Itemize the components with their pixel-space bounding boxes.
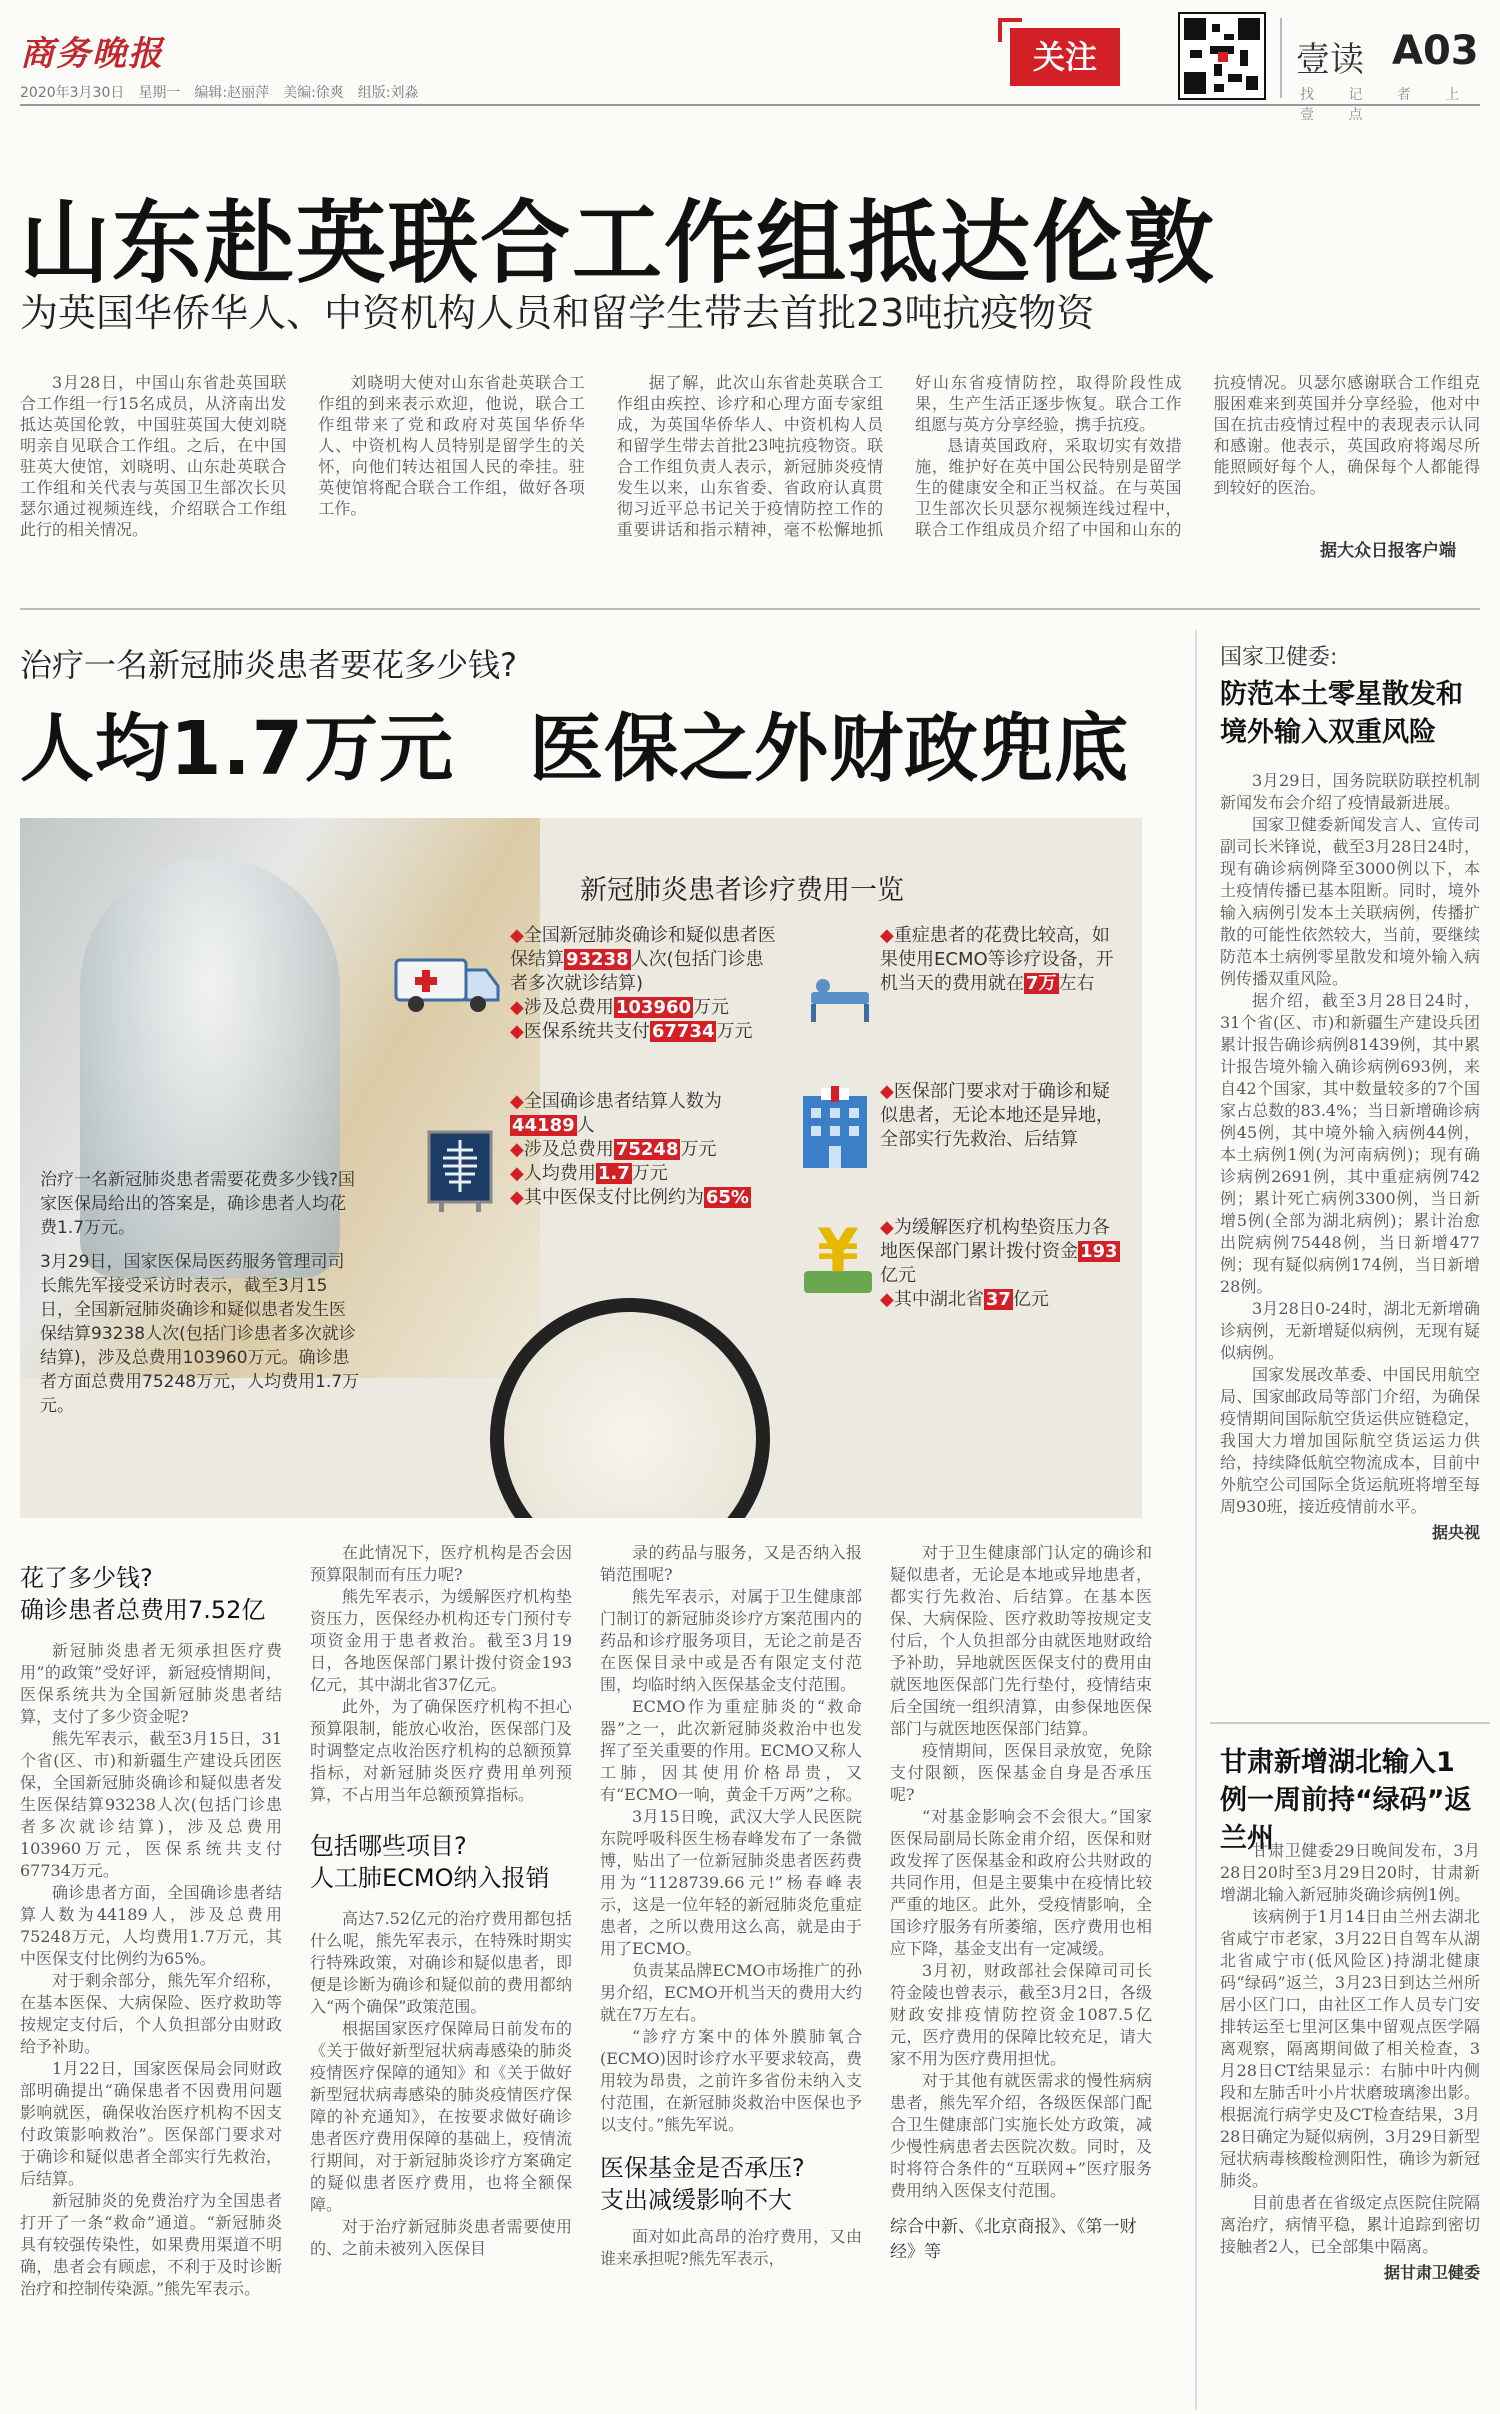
story2-column-2 <box>310 1542 572 2260</box>
hospital-bed-icon <box>805 968 875 1028</box>
hospital-icon <box>795 1086 875 1172</box>
right-story2-headline: 甘肃新增湖北输入1例一周前持“绿码”返兰州 <box>1220 1747 1472 1854</box>
masthead-divider <box>1280 18 1282 98</box>
section-head: 医保基金是否承压? 支出减缓影响不大 <box>600 2154 805 2214</box>
story2-headline: 人均1.7万元 医保之外财政兜底 <box>20 706 1130 792</box>
lead-body <box>20 372 1480 572</box>
lead-paragraph: 恳请英国政府，采取切实有效措施，维护好在英中国公民特别是留学生的健康安全和正当权益。在与英国卫生部次长贝瑟尔视频连线过程中，联合工作组成员介绍了中国和山东的抗疫情况。贝瑟尔感谢联合工作组克服困难来到英国并分享经验，他对中国在抗击疫情过程中的表现表示认同和感谢。他表示，英国政府将竭尽所能照顾好每个人，确保每个人都能得到较好的医治。 <box>915 373 1480 539</box>
story2-kicker: 治疗一名新冠肺炎患者要花多少钱? <box>20 646 517 684</box>
lead-paragraph: 刘晓明大使对山东省赴英联合工作组的到来表示欢迎，他说，联合工作组带来了党和政府对英国华侨华人、中资机构人员特别是留学生的关怀，向他们转达祖国人民的牵挂。驻英使馆将配合联合工作组，做好各项工作。 <box>318 373 585 518</box>
info-line: ◆涉及总费用 75248 万元 <box>510 1139 717 1160</box>
newspaper-logo: 商务晚报 <box>20 34 164 74</box>
xray-icon <box>425 1128 495 1214</box>
caption-paragraph: 治疗一名新冠肺炎患者需要花费多少钱?国家医保局给出的答案是，确诊患者人均花费1.7万元。 <box>40 1170 356 1238</box>
right-story1-headline: 防范本土零星散发和境外输入双重风险 <box>1220 679 1463 748</box>
info-line: ◆医保部门要求对于确诊和疑似患者，无论本地还是异地，全部实行先救治、后结算 <box>880 1081 1114 1150</box>
right-story2-body: 甘肃卫健委29日晚间发布，3月28日20时至3月29日20时，甘肃新增湖北输入新冠肺炎确诊病例1例。 该病例于1月14日由兰州去湖北省咸宁市老家，3月22日自驾车从湖北省咸宁市(低风险区)持湖北健康码“绿码”返兰，3月23日到达兰州所居小区门口，由社区工作人员专门安排转运至七里河区集中留观点医学隔离观察，隔离期间做了相关检查，3月28日CT结果显示：右肺中叶内侧段和左肺舌叶小片状磨玻璃渗出影。根据流行病学史及CT检查结果，3月28日确定为疑似病例，3月29日新型冠状病毒核酸检测阳性，确诊为新冠肺炎。 目前患者在省级定点医院住院隔离治疗，病情平稳，累计追踪到密切接触者2人，已全部集中隔离。 据甘肃卫健委 <box>1220 1841 1480 2282</box>
lead-paragraph: 3月28日，中国山东省赴英国联合工作组一行15名成员，从济南出发抵达英国伦敦，中国驻英国大使刘晓明亲自见联合工作组。之后，在中国驻英大使馆，刘晓明、山东赴英联合工作组和关代表与英国卫生部次长贝瑟尔通过视频连线，介绍联合工作组此行的相关情况。 <box>20 373 287 539</box>
lead-subheadline: 为英国华侨华人、中资机构人员和留学生带去首批23吨抗疫物资 <box>20 291 1095 335</box>
info-line: ◆为缓解医疗机构垫资压力各地医保部门累计拨付资金 193亿元 <box>880 1217 1118 1286</box>
body-column: 在此情况下，医疗机构是否会因预算限制而有压力呢? 熊先军表示，为缓解医疗机构垫资压力，医保经办机构还专门预付专项资金用于患者救治。截至3月19日，各地医保部门累计拨付资金193亿元，其中湖北省37亿元。 此外，为了确保医疗机构不担心预算限制，能放心收治，医保部门及时调整定点收治医疗机构的总额预算指标，对新冠肺炎医疗费用单列预算，不占用当年总额预算指标。 <box>310 1543 572 1804</box>
section-name: 壹读 <box>1296 40 1364 80</box>
story2-column-1 <box>20 1562 282 2300</box>
page-number: A03 <box>1392 28 1479 74</box>
section-head: 花了多少钱? 确诊患者总费用7.52亿 <box>20 1564 266 1624</box>
infographic-caption <box>40 1168 360 1428</box>
info-group <box>880 1080 1120 1152</box>
infographic <box>20 818 1142 1518</box>
right-story1-kicker: 国家卫健委: <box>1220 645 1338 670</box>
yen-money-icon <box>800 1213 876 1299</box>
body-column: 对于卫生健康部门认定的确诊和疑似患者，无论是本地或异地患者，都实行先救治、后结算。在基本医保、大病保险、医疗救助等按规定支付后，个人负担部分由就医地财政给予补助，异地就医医保支付的费用由就医地医保部门先行垫付，疫情结束后全国统一组织清算，由参保地医保部门与就医地医保部门结算。 疫情期间，医保目录放宽，免除支付限额，医保基金自身是否承压呢? “对基金影响会不会很大。”国家医保局副局长陈金甫介绍，医保和财政发挥了医保基金和政府公共财政的共同作用，但是主要集中在疫情比较严重的地区。此外，受疫情影响，全国诊疗服务有所萎缩，医疗费用也相应下降，基金支出有一定减缓。 3月初，财政部社会保障司司长符金陵也曾表示，截至3月2日，各级财政安排疫情防控资金1087.5亿元，医疗费用的保障比较充足，请大家不用为医疗费用担忧。 对于其他有就医需求的慢性病病患者，熊先军介绍，各级医保部门配合卫生健康部门实施长处方政策，减少慢性病患者去医院次数。同时，及时将符合条件的“互联网+”医疗服务费用纳入医保支付范围。 <box>890 1543 1152 2200</box>
info-line: ◆涉及总费用 103960 万元 <box>510 997 729 1018</box>
caption-paragraph: 3月29日，国家医保局医药服务管理司司长熊先军接受采访时表示，截至3月15日，全国新冠肺炎确诊和疑似患者发生医保结算93238人次(包括门诊患者多次就诊结算)，涉及总费用103960万元。确诊患者方面总费用75248万元，人均费用1.7万元。 <box>40 1252 360 1416</box>
lead-paragraph: 据了解，此次山东省赴英联合工作组由疾控、诊疗和心理方面专家组成，为英国华侨华人、中资机构人员和留学生带去首批23吨抗疫物资。联合工作组负责人表示，新冠肺炎疫情发生以来，山东省委、省政府认真贯彻习近平总书记关于疫情防控工作的重要讲话和指示精神，毫不松懈地抓好山东省疫情防控，取得阶段性成果，生产生活正逐步恢复。联合工作组愿与英方分享经验，携手抗疫。 <box>616 373 1182 539</box>
right-story1-body: 3月29日，国务院联防联控机制新闻发布会介绍了疫情最新进展。 国家卫健委新闻发言人、宣传司副司长米锋说，截至3月28日24时，现有确诊病例降至3000例以下，本土疫情传播已基本阻断。同时，境外输入病例引发本土关联病例，传播扩散的可能性依然较大，当前，要继续防范本土病例零星散发和境外输入病例传播双重风险。 据介绍，截至3月28日24时，31个省(区、市)和新疆生产建设兵团累计报告确诊病例81439例，其中累计报告境外输入确诊病例693例，来自42个国家，其中数量较多的7个国家占总数的83.4%；当日新增确诊病例45例，其中境外输入病例44例，本土病例1例(为河南病例)；现有确诊病例2691例，其中重症病例742例；累计死亡病例3300例，当日新增5例(全部为湖北病例)；累计治愈出院病例75448例，当日新增477例；现有疑似病例174例，当日新增28例。 3月28日0-24时，湖北无新增确诊病例，无新增疑似病例，无现有疑似病例。 国家发展改革委、中国民用航空局、国家邮政局等部门介绍，为确保疫情期间国际航空货运供应链稳定，我国大力增加国际航空货运运力供给，持续降低航空物流成本，目前中外航空公司国际全货运航班将增至每周930班，接近疫情前水平。 据央视 <box>1220 771 1480 1542</box>
story2-column-4 <box>890 1542 1152 2262</box>
info-line: ◆其中湖北省 37 亿元 <box>880 1289 1049 1310</box>
info-group <box>880 924 1120 996</box>
right-column-divider <box>1210 1722 1490 1724</box>
svg-text:¥: ¥ <box>817 1216 859 1286</box>
reporter-line: 找 记 者 上 壹 点 <box>1300 87 1460 123</box>
body-column: 高达7.52亿元的治疗费用都包括什么呢，熊先军表示，在特殊时期实行特殊政策，对确诊和疑似患者，即便是诊断为确诊和疑似前的费用都纳入“两个确保”政策范围。 根据国家医疗保障局日前发布的《关于做好新型冠状病毒感染的肺炎疫情医疗保障的通知》和《关于做好新型冠状病毒感染的肺炎疫情医疗保障的补充通知》，在按要求做好确诊患者医疗费用保障的基础上，疫情流行期间，对于新冠肺炎诊疗方案确定的疑似患者医疗费用，也将全额保障。 对于治疗新冠肺炎患者需要使用的、之前未被列入医保目 <box>310 1909 572 2258</box>
body-column: 新冠肺炎患者无须承担医疗费用”的政策”受好评，新冠疫情期间，医保系统共为全国新冠肺炎患者结算，支付了多少资金呢? 熊先军表示，截至3月15日，31个省(区、市)和新疆生产建设兵团医保，全国新冠肺炎确诊和疑似患者发生医保结算93238人次(包括门诊患者多次就诊结算)，涉及总费用103960万元，医保系统共支付67734万元。 确诊患者方面，全国确诊患者结算人数为44189人，涉及总费用75248万元，人均费用1.7万元，其中医保支付比例约为65%。 对于剩余部分，熊先军介绍称，在基本医保、大病保险、医疗救助等按规定支付后，个人负担部分由财政给予补助。 1月22日，国家医保局会同财政部明确提出“确保患者不因费用问题影响就医，确保收治医疗机构不因支付政策影响救治”。医保部门要求对于确诊和疑似患者全部实行先救治，后结算。 新冠肺炎的免费治疗为全国患者打开了一条“救命”通道。“新冠肺炎具有较强传染性，如果费用渠道不明确，患者会有顾虑，不利于及时诊断治疗和控制传染源。”熊先军表示。 <box>20 1641 282 2298</box>
info-line: ◆全国新冠肺炎确诊和疑似患者医保结算 93238 人次(包括门诊患者多次就诊结算) <box>510 925 776 994</box>
right-column-rule <box>1195 630 1197 2410</box>
story2-column-3 <box>600 1542 862 2270</box>
info-group <box>510 1090 780 1210</box>
masthead <box>0 0 1500 123</box>
body-column: 录的药品与服务，又是否纳入报销范围呢? 熊先军表示，对属于卫生健康部门制订的新冠肺炎诊疗方案范围内的药品和诊疗服务项目，无论之前是否在医保目录中或是否有限定支付范围，均临时纳入医保基金支付范围。 ECMO作为重症肺炎的“救命器”之一，此次新冠肺炎救治中也发挥了至关重要的作用。ECMO又称人工肺，因其使用价格昂贵，又有“ECMO一响，黄金千万两”之称。 3月15日晚，武汉大学人民医院东院呼吸科医生杨春峰发布了一条微博，贴出了一位新冠肺炎患者医药费用为“1128739.66元!”杨春峰表示，这是一位年轻的新冠肺炎危重症患者，之所以费用这么高，就是由于用了ECMO。 负责某品牌ECMO市场推广的孙男介绍，ECMO开机当天的费用大约就在7万左右。 “診疗方案中的体外膜肺氧合(ECMO)因时诊疗水平要求较高，费用较为昂贵，之前许多省份未纳入支付范围，在新冠肺炎救治中医保也予以支付。”熊先军说。 <box>600 1543 862 2134</box>
ambulance-icon <box>392 946 502 1016</box>
focus-tag: 关注 <box>1010 28 1120 86</box>
info-group <box>880 1216 1120 1312</box>
info-line: ◆人均费用 1.7 万元 <box>510 1163 668 1184</box>
right-story1-source: 据央视 <box>1431 1523 1480 1542</box>
body-column: 面对如此高昂的治疗费用，又由谁来承担呢?熊先军表示， <box>600 2227 862 2268</box>
info-line: ◆其中医保支付比例约为 65% <box>510 1187 749 1208</box>
info-line: ◆重症患者的花费比较高，如果使用ECMO等诊疗设备，开机当天的费用就在 7万 左右 <box>880 925 1114 994</box>
section-divider <box>20 608 1480 610</box>
masthead-rule <box>20 104 1480 106</box>
right-story2-source: 据甘肃卫健委 <box>1383 2263 1480 2282</box>
story2-credit: 综合中新、《北京商报》、《第一财经》等 <box>890 2217 1137 2262</box>
lead-credit: 据大众日报客户端 <box>1320 541 1456 561</box>
infographic-title: 新冠肺炎患者诊疗费用一览 <box>580 875 904 906</box>
info-group <box>510 924 780 1044</box>
qr-code-icon <box>1178 12 1266 100</box>
info-line: ◆全国确诊患者结算人数为44189 人 <box>510 1091 722 1136</box>
section-head: 包括哪些项目? 人工肺ECMO纳入报销 <box>310 1832 550 1892</box>
info-line: ◆医保系统共支付 67734 万元 <box>510 1021 753 1042</box>
issue-meta: 2020年3月30日 星期一 编辑:赵丽萍 美编:徐爽 组版:刘淼 <box>20 85 419 101</box>
lead-headline: 山东赴英联合工作组抵达伦敦 <box>20 191 1216 296</box>
